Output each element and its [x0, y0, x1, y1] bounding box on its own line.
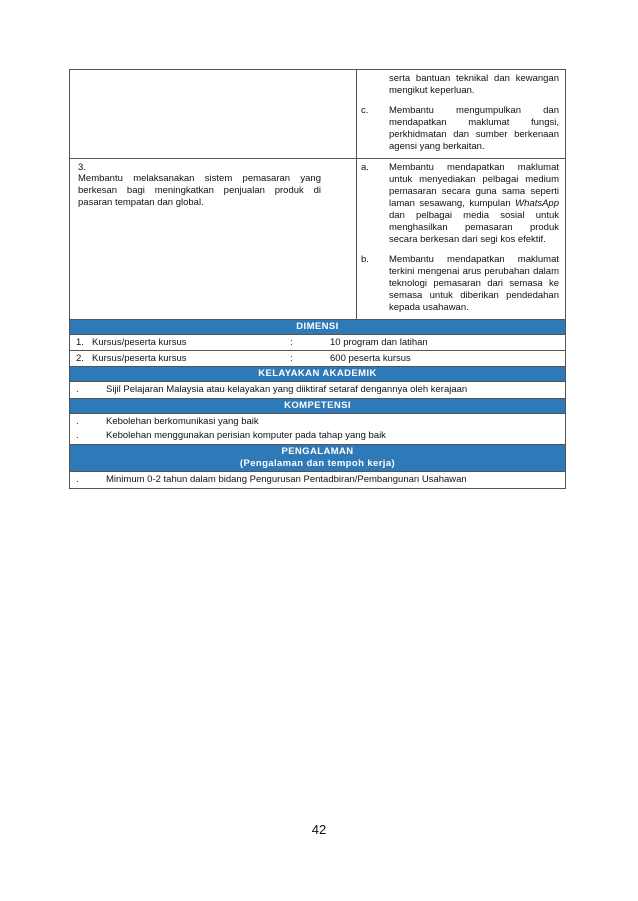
right-cell — [357, 70, 565, 158]
task-text: Membantu melaksanakan sistem pemasaran yang berkesan bagi meningkatkan penjualan produk di pasaran tempatan dan global. — [78, 173, 321, 208]
dimensi-section — [70, 320, 565, 367]
item-text: Kebolehan menggunakan perisian komputer pada tahap yang baik — [106, 430, 386, 441]
dimensi-header: DIMENSI — [70, 320, 565, 335]
item-text-part: dan pelbagai media sosial untuk menghasilkan pemasaran produk secara berkesan dari segi kos efektif. — [389, 210, 559, 245]
row-value: 600 peserta kursus — [330, 353, 411, 364]
kompetensi-section — [70, 399, 565, 445]
task-number: 3. — [78, 162, 86, 173]
table-row-3 — [70, 159, 565, 320]
activities-cell — [357, 159, 565, 319]
pengalaman-title: PENGALAMAN — [281, 446, 354, 457]
akademik-body — [70, 382, 565, 399]
list-item — [361, 162, 559, 246]
kompetensi-header: KOMPETENSI — [70, 399, 565, 414]
row-label: Kursus/peserta kursus — [92, 337, 187, 348]
list-item — [361, 254, 559, 314]
akademik-header: KELAYAKAN AKADEMIK — [70, 367, 565, 382]
list-item — [70, 415, 565, 429]
item-label — [361, 73, 389, 97]
list-item — [70, 383, 565, 397]
bullet: . — [76, 384, 79, 395]
bullet: . — [76, 430, 79, 441]
pengalaman-subtitle: (Pengalaman dan tempoh kerja) — [239, 458, 396, 469]
job-description-table — [69, 69, 566, 489]
item-text: Kebolehan berkomunikasi yang baik — [106, 416, 259, 427]
row-number: 1. — [76, 337, 84, 348]
row-number: 2. — [76, 353, 84, 364]
row-label: Kursus/peserta kursus — [92, 353, 187, 364]
item-text — [389, 162, 559, 246]
item-label: b. — [361, 254, 369, 265]
page-number: 42 — [311, 822, 327, 837]
row-separator: : — [290, 337, 293, 348]
kompetensi-body — [70, 414, 565, 445]
table-row-continuation — [70, 70, 565, 159]
item-text: Sijil Pelajaran Malaysia atau kelayakan yang diiktiraf setaraf dengannya oleh kerajaan — [106, 384, 468, 395]
akademik-section — [70, 367, 565, 399]
list-item — [70, 473, 565, 487]
bullet: . — [76, 416, 79, 427]
row-value: 10 program dan latihan — [330, 337, 428, 348]
pengalaman-body — [70, 472, 565, 488]
dimensi-row — [70, 351, 565, 367]
item-text: Membantu mengumpulkan dan mendapatkan maklumat fungsi, perkhidmatan dan sumber berkenaan agensi yang berkaitan. — [389, 105, 559, 152]
dimensi-row — [70, 335, 565, 351]
item-text: Minimum 0-2 tahun dalam bidang Pengurusan Pentadbiran/Pembangunan Usahawan — [106, 474, 467, 485]
task-cell — [70, 159, 357, 319]
item-text: serta bantuan teknikal dan kewangan mengikut keperluan. — [389, 73, 559, 96]
pengalaman-header — [70, 445, 565, 472]
item-label: c. — [361, 105, 369, 116]
row-separator: : — [290, 353, 293, 364]
empty-left-cell — [70, 70, 357, 158]
item-text-part: Membantu mendapatkan maklumat untuk menyediakan pelbagai medium pemasaran secara guna sama seperti laman sesawang, kumpulan — [389, 162, 559, 209]
pengalaman-section — [70, 445, 565, 488]
item-text: Membantu mendapatkan maklumat terkini mengenai arus perubahan dalam teknologi pemasaran dari semasa ke semasa untuk diberikan pendedahan kepada usahawan. — [389, 254, 559, 313]
item-label: a. — [361, 162, 369, 173]
list-item — [361, 73, 559, 97]
whatsapp-term: WhatsApp — [515, 198, 559, 209]
bullet: . — [76, 474, 79, 485]
list-item — [361, 105, 559, 153]
list-item — [70, 429, 565, 443]
